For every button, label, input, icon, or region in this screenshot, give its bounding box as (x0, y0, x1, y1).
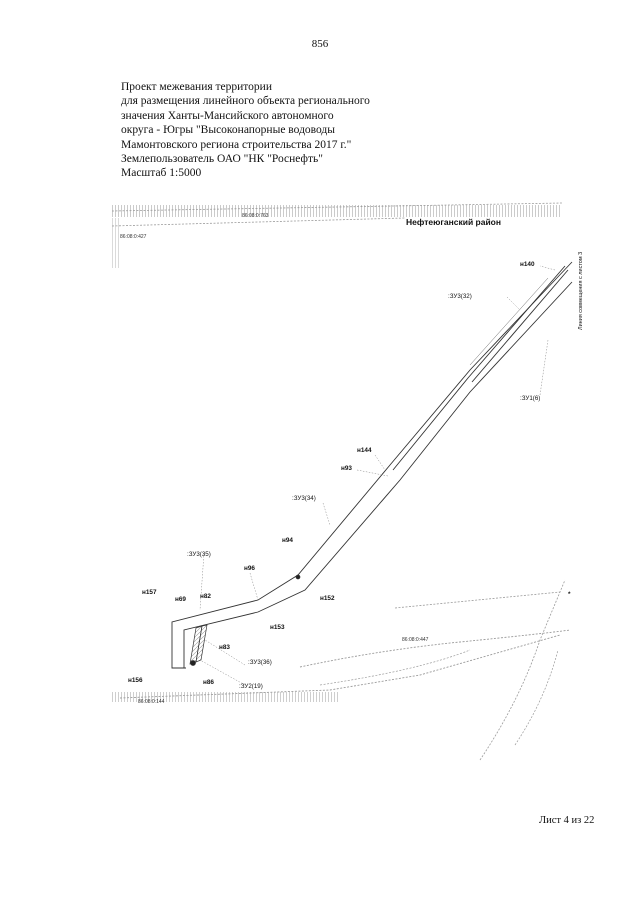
upper-boundary-band (112, 203, 562, 268)
parcel-label: :ЗУ3(32) (448, 293, 472, 300)
point-label: н82 (200, 593, 211, 600)
point-label: н86 (203, 679, 214, 686)
point-label: н83 (219, 644, 230, 651)
scale-line: Масштаб 1:5000 (121, 167, 202, 180)
title-line: значения Ханты-Мансийского автономного (121, 109, 334, 122)
cadastral-label: 86:08:0:763 (242, 213, 269, 219)
lower-boundary-band (110, 580, 570, 760)
point-label: н94 (282, 537, 293, 544)
leader-lines (200, 266, 555, 685)
point-label: н156 (128, 677, 143, 684)
cadastral-label: 86:08:0:447 (402, 637, 429, 643)
parcel-label: :ЗУ3(36) (248, 659, 272, 666)
cadastral-label: 86:08:0:144 (138, 699, 165, 705)
page-number: 856 (311, 38, 329, 50)
district-label: Нефтеюганский район (406, 217, 502, 227)
title-line: Мамонтовского региона строительства 2017 г." (121, 138, 352, 151)
point-label: н153 (270, 624, 285, 631)
parcel-label: :ЗУ3(34) (292, 495, 316, 502)
point-label: н152 (320, 595, 335, 602)
asterisk-marker: * (568, 591, 571, 598)
parcel-label: :ЗУ2(19) (239, 683, 263, 690)
parcel-label: :ЗУ3(35) (187, 551, 211, 558)
point-label: н140 (520, 261, 535, 268)
point-label: н157 (142, 589, 157, 596)
point-label: н96 (244, 565, 255, 572)
point-label: н144 (357, 447, 372, 454)
cadastral-label: 86:08:0:427 (120, 234, 147, 240)
sheet-number: Лист 4 из 22 (539, 815, 595, 826)
small-parcels (190, 575, 300, 666)
title-line: округа - Югры "Высоконапорные водоводы (121, 124, 336, 137)
land-user-line: Землепользователь ОАО "НК "Роснефть" (121, 153, 323, 166)
title-line: Проект межевания территории (121, 81, 272, 93)
parcel-label: :ЗУ1(6) (520, 395, 541, 402)
match-line-label: Линия совмещения с листом 3 (578, 251, 584, 330)
point-label: н93 (341, 465, 352, 472)
pipeline-corridor (172, 262, 572, 668)
title-line: для размещения линейного объекта регионального (121, 95, 370, 108)
point-label: н69 (175, 596, 186, 603)
